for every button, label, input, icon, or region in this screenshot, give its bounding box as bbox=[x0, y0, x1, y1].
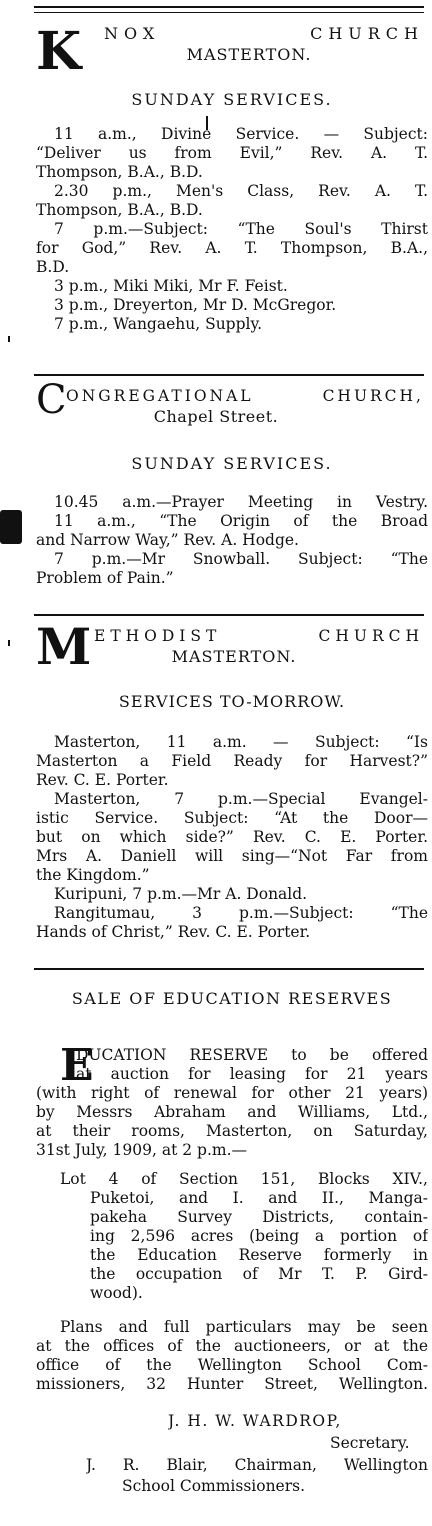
methodist-line: the Kingdom.” bbox=[36, 866, 150, 884]
margin-speck bbox=[8, 336, 10, 342]
knox-line: for God,” Rev. A. T. Thompson, B.A., bbox=[36, 239, 428, 257]
section-rule bbox=[34, 614, 424, 616]
section-rule bbox=[34, 374, 424, 376]
methodist-title: ETHODIST CHURCH bbox=[94, 627, 424, 645]
congregational-dropcap: C bbox=[36, 377, 67, 423]
congregational-line: 7 p.m.—Mr Snowball. Subject: “The bbox=[54, 550, 428, 568]
knox-body bbox=[36, 125, 428, 334]
methodist-dropcap: M bbox=[36, 617, 92, 676]
congregational-body bbox=[36, 493, 428, 588]
knox-dropcap: K bbox=[36, 21, 82, 82]
chairman-line: J. R. Blair, Chairman, Wellington bbox=[86, 1456, 428, 1474]
knox-line: 7 p.m., Wangaehu, Supply. bbox=[54, 315, 263, 333]
congregational-heading: SUNDAY SERVICES. bbox=[131, 454, 333, 473]
education-dropcap: E bbox=[60, 1040, 94, 1091]
signatory-name: J. H. W. WARDROP, bbox=[168, 1412, 342, 1430]
education-lot-line: Lot 4 of Section 151, Blocks XIV., bbox=[60, 1170, 428, 1188]
knox-line: 2.30 p.m., Men's Class, Rev. A. T. bbox=[54, 182, 428, 200]
top-rule bbox=[34, 6, 424, 13]
methodist-subtitle: MASTERTON. bbox=[171, 647, 297, 666]
methodist-line: istic Service. Subject: “At the Door— bbox=[36, 809, 428, 827]
congregational-subtitle: Chapel Street. bbox=[153, 407, 279, 426]
education-plans-line: office of the Wellington School Com- bbox=[36, 1356, 428, 1374]
methodist-heading: SERVICES TO-MORROW. bbox=[118, 692, 346, 711]
methodist-line: Mrs A. Daniell will sing—“Not Far from bbox=[36, 847, 428, 865]
education-intro-line: at auction for leasing for 21 years bbox=[76, 1065, 428, 1083]
methodist-line: Masterton a Field Ready for Harvest?” bbox=[36, 752, 428, 770]
education-intro bbox=[36, 1040, 428, 1160]
methodist-line: Rangitumau, 3 p.m.—Subject: “The bbox=[54, 904, 428, 922]
methodist-line: Masterton, 7 p.m.—Special Evangel- bbox=[54, 790, 428, 808]
education-intro-line: (with right of renewal for other 21 years) bbox=[36, 1084, 428, 1102]
methodist-body bbox=[36, 733, 428, 942]
education-lot-line: wood). bbox=[90, 1284, 143, 1302]
knox-line: B.D. bbox=[36, 258, 70, 276]
congregational-line: Problem of Pain.” bbox=[36, 569, 174, 587]
methodist-line: Rev. C. E. Porter. bbox=[36, 771, 169, 789]
education-lot-line: the Education Reserve formerly in bbox=[90, 1246, 428, 1264]
education-intro-line: by Messrs Abraham and Williams, Ltd., bbox=[36, 1103, 428, 1121]
education-lot-line: ing 2,596 acres (being a portion of bbox=[90, 1227, 428, 1245]
methodist-line: Kuripuni, 7 p.m.—Mr A. Donald. bbox=[54, 885, 308, 903]
education-intro-line: DUCATION RESERVE to be offered bbox=[76, 1046, 428, 1064]
congregational-line: 11 a.m., “The Origin of the Broad bbox=[54, 512, 428, 530]
congregational-line: 10.45 a.m.—Prayer Meeting in Vestry. bbox=[54, 493, 428, 511]
methodist-line: but on which side?” Rev. C. E. Porter. bbox=[36, 828, 428, 846]
knox-subtitle: MASTERTON. bbox=[186, 45, 312, 64]
congregational-title: ONGREGATIONAL CHURCH, bbox=[66, 387, 424, 405]
education-lot-line: the occupation of Mr T. P. Gird- bbox=[90, 1265, 428, 1283]
methodist-line: Hands of Christ,” Rev. C. E. Porter. bbox=[36, 923, 311, 941]
signatory-role: Secretary. bbox=[330, 1434, 410, 1452]
chairman-line-2: School Commissioners. bbox=[122, 1477, 306, 1495]
knox-heading: SUNDAY SERVICES. bbox=[131, 90, 333, 109]
education-lot-line: Puketoi, and I. and II., Manga- bbox=[90, 1189, 428, 1207]
knox-line: 11 a.m., Divine Service. — Subject: bbox=[54, 125, 428, 143]
knox-line: “Deliver us from Evil,” Rev. A. T. bbox=[36, 144, 428, 162]
education-plans bbox=[36, 1318, 428, 1394]
knox-line: 3 p.m., Dreyerton, Mr D. McGregor. bbox=[54, 296, 337, 314]
education-plans-line: Plans and full particulars may be seen bbox=[60, 1318, 428, 1336]
knox-line: Thompson, B.A., B.D. bbox=[36, 163, 203, 181]
knox-line: Thompson, B.A., B.D. bbox=[36, 201, 203, 219]
knox-line: 7 p.m.—Subject: “The Soul's Thirst bbox=[54, 220, 428, 238]
congregational-line: and Narrow Way,” Rev. A. Hodge. bbox=[36, 531, 299, 549]
margin-blot bbox=[0, 510, 22, 544]
education-plans-line: missioners, 32 Hunter Street, Wellington. bbox=[36, 1375, 428, 1393]
education-heading: SALE OF EDUCATION RESERVES bbox=[71, 989, 393, 1008]
knox-title: NOX CHURCH bbox=[104, 24, 424, 43]
education-lot bbox=[36, 1170, 428, 1303]
education-plans-line: at the offices of the auctioneers, or at the bbox=[36, 1337, 428, 1355]
education-intro-line: 31st July, 1909, at 2 p.m.— bbox=[36, 1141, 247, 1159]
methodist-line: Masterton, 11 a.m. — Subject: “Is bbox=[54, 733, 428, 751]
section-rule bbox=[34, 968, 424, 970]
education-intro-line: at their rooms, Masterton, on Saturday, bbox=[36, 1122, 428, 1140]
education-lot-line: pakeha Survey Districts, contain- bbox=[90, 1208, 428, 1226]
margin-speck bbox=[8, 640, 10, 646]
knox-line: 3 p.m., Miki Miki, Mr F. Feist. bbox=[54, 277, 288, 295]
